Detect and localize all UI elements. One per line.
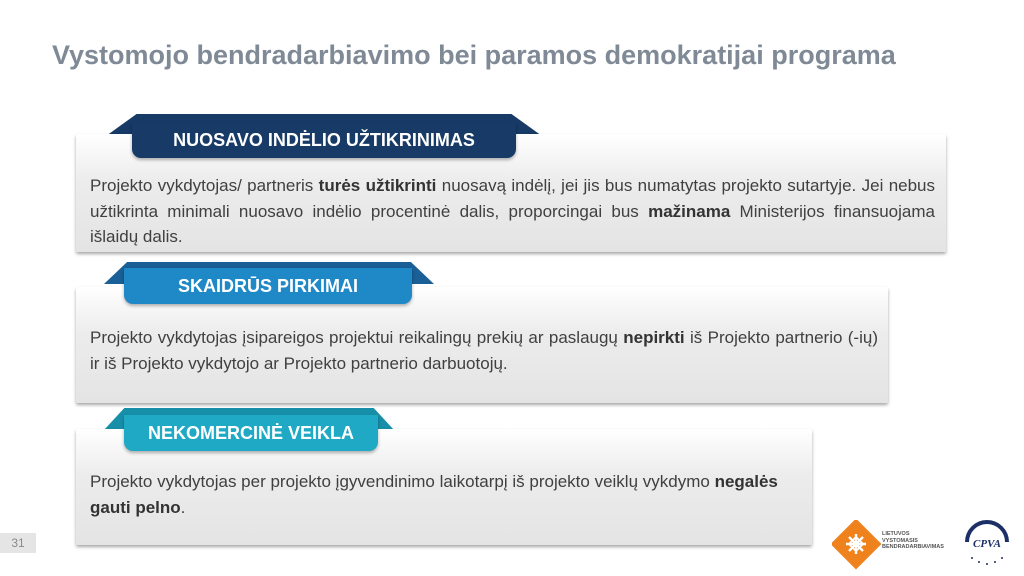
development-cooperation-logo-icon [832,520,884,572]
section-heading: NUOSAVO INDĖLIO UŽTIKRINIMAS [132,122,516,158]
footer-logos [828,512,1024,576]
section-heading: SKAIDRŪS PIRKIMAI [124,268,412,304]
cpva-logo-icon [960,514,1014,568]
section-heading: NEKOMERCINĖ VEIKLA [124,415,378,451]
page-number: 31 [0,533,36,553]
section-text: Projekto vykdytojas per projekto įgyvendinimo laikotarpį iš projekto veiklų vykdymo negalės gauti pelno. [90,472,778,517]
cpva-logo-text: CPVA [973,538,1001,550]
logo-caption: LIETUVOS VYSTOMASIS BENDRADARBIAVIMAS [882,531,944,550]
section-text: Projekto vykdytojas įsipareigos projektui reikalingų prekių ar paslaugų nepirkti iš Projekto partnerio (-ių) ir iš Projekto vykdytojo ar Projekto partnerio darbuotojų. [90,328,878,373]
section-text: Projekto vykdytojas/ partneris turės užtikrinti nuosavą indėlį, jei jis bus numatytas projekto sutartyje. Jei nebus užtikrinta minimali nuosavo indėlio procentinė dalis, proporcingai bus mažinama Ministerijos finansuojama išlaidų dalis. [90,176,936,246]
content-card [76,287,888,403]
page-title: Vystomojo bendradarbiavimo bei paramos demokratijai programa [52,40,896,70]
